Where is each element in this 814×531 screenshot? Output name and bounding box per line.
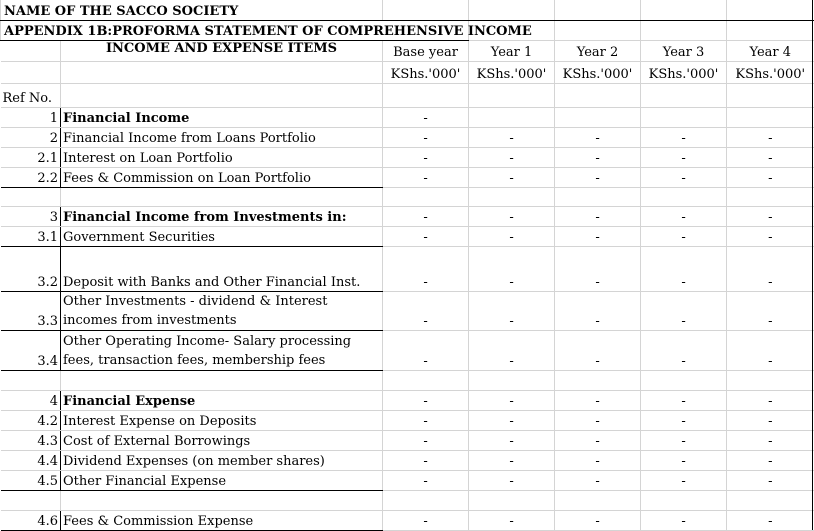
value-cell[interactable]: - [555,470,641,490]
value-cell[interactable]: - [555,291,641,330]
value-cell[interactable]: - [469,127,555,147]
value-cell[interactable]: - [727,147,814,167]
value-cell[interactable]: - [727,167,814,187]
empty-cell[interactable] [383,83,469,107]
value-cell[interactable]: - [555,410,641,430]
value-cell[interactable]: - [727,206,814,226]
value-cell[interactable]: - [641,390,727,410]
empty-cell[interactable] [555,187,641,206]
empty-cell[interactable] [383,370,469,390]
value-cell[interactable]: - [383,291,469,330]
value-cell[interactable]: - [383,127,469,147]
items-header: INCOME AND EXPENSE ITEMS [61,40,383,61]
value-cell[interactable]: - [469,291,555,330]
value-cell[interactable]: - [383,470,469,490]
empty-cell[interactable] [383,187,469,206]
empty-cell[interactable] [1,370,61,390]
value-cell[interactable]: - [383,107,469,127]
value-cell[interactable]: - [383,206,469,226]
value-cell[interactable]: - [641,127,727,147]
value-cell[interactable]: - [641,510,727,530]
value-cell[interactable]: - [641,206,727,226]
row-label: Dividend Expenses (on member shares) [61,450,383,470]
value-cell[interactable]: - [641,450,727,470]
ref-cell: 4.2 [1,410,61,430]
value-cell[interactable]: - [469,226,555,246]
value-cell[interactable]: - [555,147,641,167]
empty-cell[interactable] [641,490,727,510]
value-cell[interactable]: - [641,470,727,490]
value-cell[interactable]: - [383,246,469,291]
empty-cell[interactable] [1,187,61,206]
value-cell[interactable]: - [383,390,469,410]
year-header: Base year [383,40,469,61]
value-cell[interactable]: - [469,470,555,490]
empty-cell[interactable] [555,20,641,40]
ref-cell: 2.2 [1,167,61,187]
year-header: Year 4 [727,40,814,61]
unit-header: KShs.'000' [383,61,469,83]
value-cell[interactable] [469,107,555,127]
row-label: Other Financial Expense [61,470,383,490]
row-label: Fees & Commission on Loan Portfolio [61,167,383,187]
year-header: Year 3 [641,40,727,61]
row-label: Interest Expense on Deposits [61,410,383,430]
empty-cell[interactable] [641,20,727,40]
ref-cell: 3.3 [1,291,61,330]
value-cell[interactable]: - [641,410,727,430]
row-label: Financial Income [61,107,383,127]
value-cell[interactable]: - [383,167,469,187]
value-cell[interactable]: - [383,147,469,167]
value-cell[interactable]: - [469,430,555,450]
empty-cell[interactable] [383,490,469,510]
empty-cell[interactable] [555,83,641,107]
value-cell[interactable]: - [469,167,555,187]
empty-cell[interactable] [1,61,61,83]
empty-cell[interactable] [555,370,641,390]
value-cell[interactable]: - [727,410,814,430]
value-cell[interactable] [641,107,727,127]
value-cell[interactable]: - [727,430,814,450]
row-label: Financial Expense [61,390,383,410]
value-cell[interactable]: - [555,510,641,530]
value-cell[interactable]: - [555,167,641,187]
value-cell[interactable] [555,107,641,127]
unit-header: KShs.'000' [555,61,641,83]
year-header: Year 1 [469,40,555,61]
empty-cell[interactable] [641,370,727,390]
value-cell[interactable]: - [727,291,814,330]
empty-cell[interactable] [641,0,727,20]
value-cell[interactable]: - [555,430,641,450]
value-cell[interactable]: - [641,226,727,246]
value-cell[interactable]: - [469,450,555,470]
empty-cell[interactable] [61,61,383,83]
ref-cell: 3.2 [1,246,61,291]
ref-cell: 3.4 [1,330,61,370]
value-cell[interactable]: - [555,390,641,410]
row-label: Deposit with Banks and Other Financial Inst. [61,246,383,291]
value-cell[interactable]: - [641,430,727,450]
value-cell[interactable]: - [469,246,555,291]
value-cell[interactable]: - [727,510,814,530]
value-cell[interactable]: - [383,226,469,246]
empty-cell[interactable] [469,83,555,107]
ref-header: Ref No. [1,83,61,107]
ref-cell: 4.4 [1,450,61,470]
value-cell[interactable]: - [641,330,727,370]
value-cell[interactable]: - [727,470,814,490]
empty-cell[interactable] [469,0,555,20]
empty-cell[interactable] [727,20,814,40]
unit-header: KShs.'000' [641,61,727,83]
empty-cell[interactable] [61,490,383,510]
value-cell[interactable]: - [727,246,814,291]
value-cell[interactable]: - [469,510,555,530]
sheet-right-border [812,0,813,530]
ref-cell: 4.6 [1,510,61,530]
ref-cell: 4 [1,390,61,410]
value-cell[interactable]: - [727,226,814,246]
value-cell[interactable]: - [641,291,727,330]
sheet-subtitle: APPENDIX 1B:PROFORMA STATEMENT OF COMPREHENSIVE INCOME [1,20,469,40]
row-label: Other Investments - dividend & Interest incomes from investments [61,291,383,330]
ref-cell: 2 [1,127,61,147]
value-cell[interactable]: - [383,450,469,470]
empty-cell[interactable] [61,187,383,206]
value-cell[interactable]: - [469,390,555,410]
value-cell[interactable]: - [555,226,641,246]
value-cell[interactable]: - [383,510,469,530]
empty-cell[interactable] [1,490,61,510]
value-cell[interactable]: - [469,410,555,430]
year-header: Year 2 [555,40,641,61]
ref-cell: 3 [1,206,61,226]
row-label: Financial Income from Loans Portfolio [61,127,383,147]
empty-cell[interactable] [469,187,555,206]
value-cell[interactable]: - [727,330,814,370]
empty-cell[interactable] [727,83,814,107]
row-label: Cost of External Borrowings [61,430,383,450]
value-cell[interactable]: - [555,206,641,226]
value-cell[interactable]: - [555,330,641,370]
empty-cell[interactable] [555,0,641,20]
empty-cell[interactable] [641,187,727,206]
row-label: Interest on Loan Portfolio [61,147,383,167]
value-cell[interactable]: - [555,127,641,147]
empty-cell[interactable] [469,490,555,510]
value-cell[interactable]: - [469,206,555,226]
value-cell[interactable]: - [555,246,641,291]
value-cell[interactable]: - [641,246,727,291]
value-cell[interactable]: - [383,330,469,370]
ref-cell: 3.1 [1,226,61,246]
row-label: Government Securities [61,226,383,246]
empty-cell[interactable] [727,370,814,390]
value-cell[interactable]: - [383,410,469,430]
empty-cell[interactable] [727,490,814,510]
empty-cell[interactable] [1,40,61,61]
row-label: Financial Income from Investments in: [61,206,383,226]
value-cell[interactable]: - [469,147,555,167]
value-cell[interactable]: - [727,127,814,147]
ref-cell: 4.3 [1,430,61,450]
value-cell[interactable]: - [383,430,469,450]
empty-cell[interactable] [383,0,469,20]
ref-cell: 2.1 [1,147,61,167]
value-cell[interactable]: - [469,330,555,370]
value-cell[interactable]: - [641,167,727,187]
sheet-title: NAME OF THE SACCO SOCIETY [1,0,383,20]
value-cell[interactable]: - [727,450,814,470]
ref-cell: 4.5 [1,470,61,490]
value-cell[interactable]: - [555,450,641,470]
empty-cell[interactable] [727,0,814,20]
empty-cell[interactable] [555,490,641,510]
empty-cell[interactable] [61,83,383,107]
row-label: Other Operating Income- Salary processing fees, transaction fees, membership fees [61,330,383,370]
empty-cell[interactable] [727,187,814,206]
empty-cell[interactable] [469,370,555,390]
value-cell[interactable]: - [641,147,727,167]
row-label: Fees & Commission Expense [61,510,383,530]
empty-cell[interactable] [61,370,383,390]
unit-header: KShs.'000' [727,61,814,83]
empty-cell[interactable] [641,83,727,107]
value-cell[interactable]: - [727,390,814,410]
value-cell[interactable] [727,107,814,127]
unit-header: KShs.'000' [469,61,555,83]
ref-cell: 1 [1,107,61,127]
